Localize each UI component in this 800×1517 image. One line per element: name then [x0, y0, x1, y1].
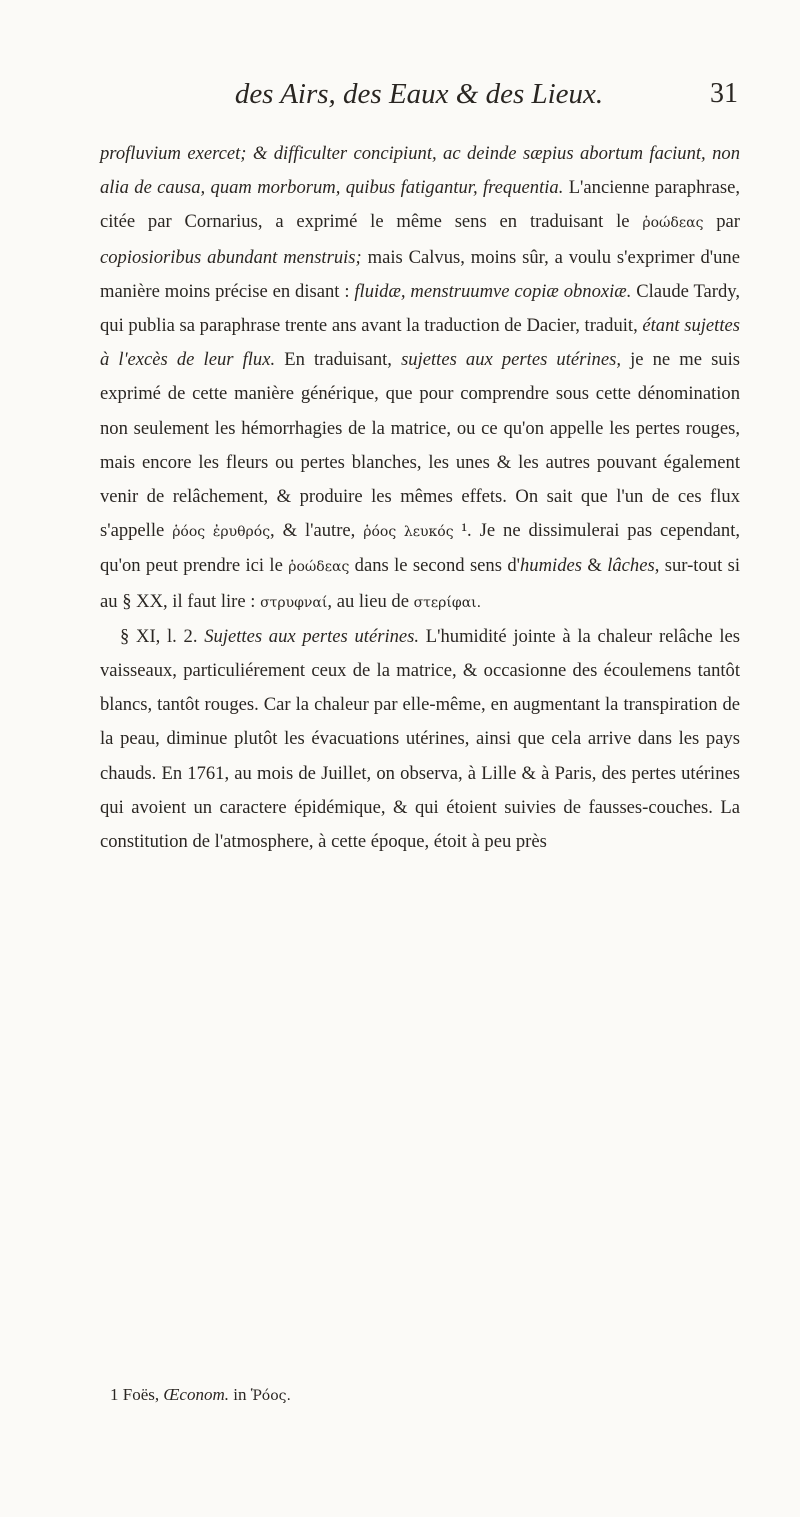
text-run: & [581, 555, 608, 577]
italic-text: Œconom. [163, 1385, 229, 1404]
text-run: dans le second sens d' [349, 555, 520, 577]
text-run: En traduisant, [275, 349, 402, 371]
italic-text: fluidæ, menstruumve copiæ obnoxiæ. [354, 280, 632, 302]
text-run: L'ancienne paraphrase, citée par Cornarius, a exprimé le même sens en traduisant le [100, 177, 740, 233]
italic-text: sujettes aux pertes utérines, [401, 349, 621, 371]
page-number: 31 [710, 78, 738, 109]
text-run: Claude Tardy, qui publia sa paraphrase trente ans avant la traduction de Dacier, traduit, [100, 280, 740, 337]
greek-text: ῥόος λευκός [363, 524, 454, 541]
greek-text: στερίφαι. [413, 594, 482, 611]
footnote [110, 1385, 730, 1405]
text-run: mais Calvus, moins sûr, a voulu s'exprimer d'une manière moins précise en disant : [100, 246, 740, 302]
italic-text: copiosioribus abundant menstruis; [100, 246, 362, 268]
text-run: § XI, l. 2. [120, 625, 205, 647]
text-run: , sur-tout si au § XX, il faut lire : [100, 555, 741, 612]
text-run: in [229, 1385, 251, 1404]
italic-text: Sujettes aux pertes utérines. [204, 625, 420, 647]
italic-text: lâches [607, 555, 655, 577]
text-run: L'humidité jointe à la chaleur relâche les vaisseaux, particuliérement ceux de la matrice, & occasionne des écoulemens tantôt blancs, tantôt rouges. Car la chaleur par elle-même, en augmentant la transpiration de la peau, diminue plutôt les évacuations utérines, ainsi que cela arrive dans les pays chauds. En 1761, au mois de Juillet, on observa, à Lille & à Paris, des pertes utérines qui avoient un caractere épidémique, & qui étoient suivies de fausses-couches. La constitution de l'atmosphere, à cette époque, étoit à peu près [100, 625, 740, 853]
italic-text: humides [520, 555, 582, 577]
greek-text: στρυφναί [260, 594, 328, 611]
greek-text: ῥοώδεας [642, 215, 704, 232]
greek-text: ῥόος ἐρυθρός [172, 524, 271, 541]
text-run: ¹. Je ne dissimulerai pas cependant, qu'on peut prendre ici le [100, 520, 741, 577]
text-run: par [703, 211, 741, 233]
text-run: , au lieu de [327, 590, 414, 612]
italic-text: profluvium exercet; & difficulter concipiunt, ac deinde sæpius abortum faciunt, non alia de causa, quam morborum, quibus fatigantur, frequentia. [100, 143, 740, 199]
italic-text: étant sujettes à l'excès de leur flux. [100, 315, 740, 371]
text-run: , & l'autre, [270, 520, 364, 542]
paragraph [100, 620, 740, 859]
greek-text: ῥοώδεας [288, 559, 350, 576]
header-title: des Airs, des Eaux & des Lieux. [234, 78, 604, 110]
body-text [100, 137, 740, 859]
running-header [100, 78, 738, 122]
paragraph [100, 137, 740, 620]
greek-text: Ῥόος. [250, 1388, 291, 1404]
text-run: je ne me suis exprimé de cette manière générique, que pour comprendre sous cette dénomination non seulement les hémorrhagies de la matrice, ou ce qu'on appelle les pertes rouges, mais encore les fleurs ou pertes blanches, les unes & les autres pouvant également venir de relâchement, & produire les mêmes effets. On sait que l'un de ces flux s'appelle [100, 349, 741, 542]
text-run: 1 Foës, [110, 1385, 164, 1404]
